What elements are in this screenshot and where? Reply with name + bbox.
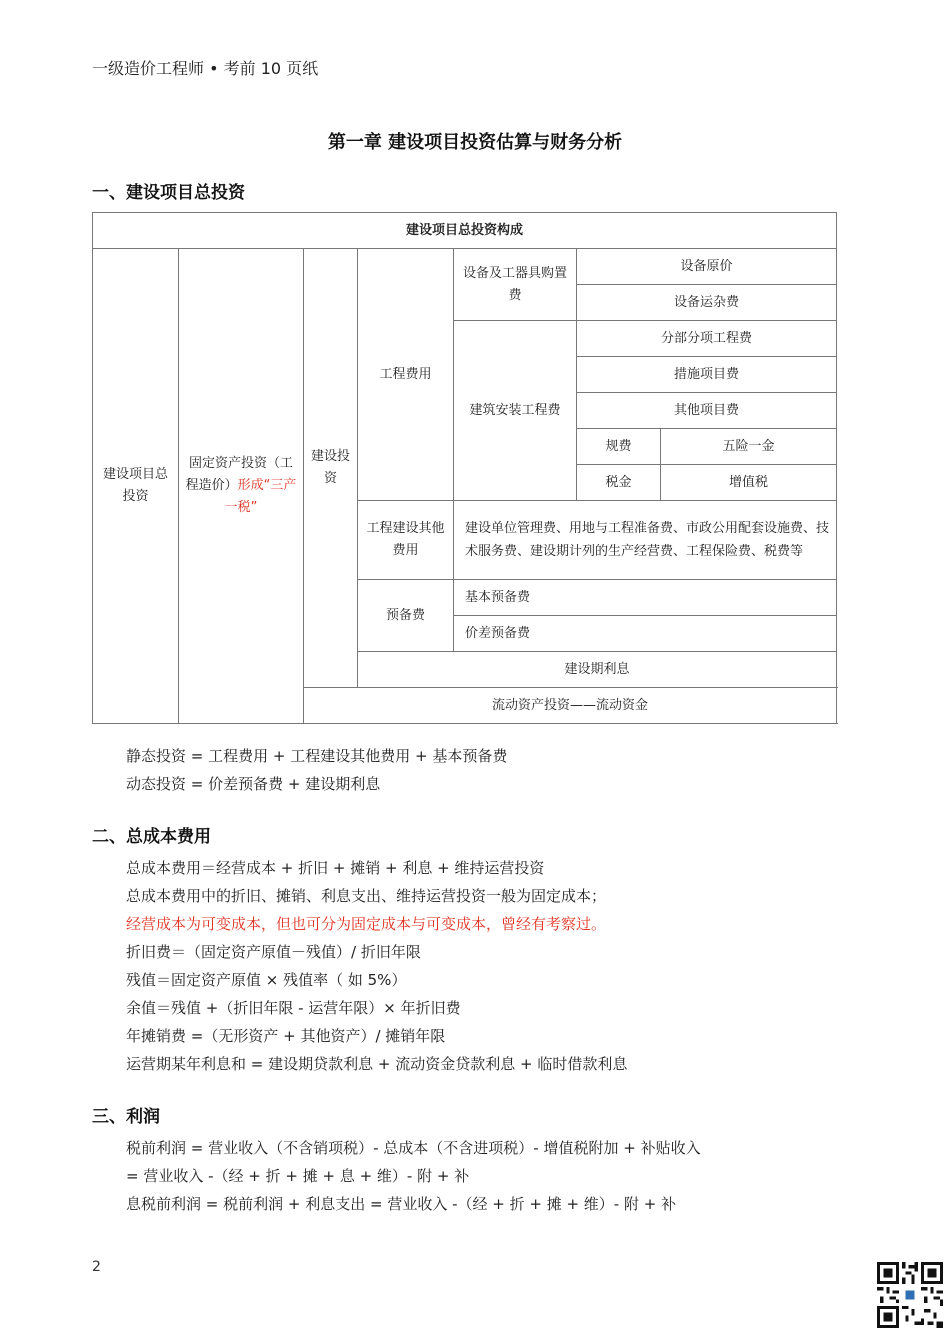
cell-measures: 措施项目费 xyxy=(577,357,837,393)
text-line: 运营期某年利息和 = 建设期贷款利息 + 流动资金贷款利息 + 临时借款利息 xyxy=(126,1055,628,1073)
text-line: 残值＝固定资产原值 × 残值率（ 如 5%） xyxy=(126,971,407,989)
cell-tax: 税金 xyxy=(577,465,661,501)
section-heading-profit: 三、利润 xyxy=(92,1107,160,1127)
text-line: 余值＝残值 +（折旧年限 - 运营年限）× 年折旧费 xyxy=(126,999,461,1017)
cell-contingency: 预备费 xyxy=(358,580,454,652)
formula-static-investment: 静态投资 = 工程费用 + 工程建设其他费用 + 基本预备费 xyxy=(126,747,508,765)
cell-regulation-fee: 规费 xyxy=(577,429,661,465)
page-header: 一级造价工程师 • 考前 10 页纸 xyxy=(92,59,319,78)
text-line: = 营业收入 -（经 + 折 + 摊 + 息 + 维）- 附 + 补 xyxy=(126,1167,470,1185)
cell-basic-contingency: 基本预备费 xyxy=(454,580,837,616)
cell-installation-cost: 建筑安装工程费 xyxy=(454,321,577,501)
cell-construction-investment: 建设投资 xyxy=(304,249,358,688)
investment-composition-table xyxy=(92,212,837,724)
formula-dynamic-investment: 动态投资 = 价差预备费 + 建设期利息 xyxy=(126,775,381,793)
cell-other-construction: 工程建设其他费用 xyxy=(358,501,454,580)
cell-fixed-asset-investment xyxy=(179,249,304,724)
fixed-asset-label: 固定资产投资（工程造价） xyxy=(185,456,293,493)
chapter-title: 第一章 建设项目投资估算与财务分析 xyxy=(327,132,623,153)
cell-engineering-cost: 工程费用 xyxy=(358,249,454,501)
cell-equipment-original: 设备原价 xyxy=(577,249,837,285)
text-line: 总成本费用＝经营成本 + 折旧 + 摊销 + 利息 + 维持运营投资 xyxy=(126,859,545,877)
cell-vat: 增值税 xyxy=(661,465,837,501)
cell-other-construction-detail: 建设单位管理费、用地与工程准备费、市政公用配套设施费、技术服务费、建设期计列的生产经营费、工程保险费、税费等 xyxy=(454,501,837,580)
cell-insurance: 五险一金 xyxy=(661,429,837,465)
table-title: 建设项目总投资构成 xyxy=(93,213,837,249)
fixed-asset-note: 形成“三产一税” xyxy=(224,478,297,515)
cell-total-investment: 建设项目总投资 xyxy=(93,249,179,724)
text-line: 年摊销费 =（无形资产 + 其他资产）/ 摊销年限 xyxy=(126,1027,446,1045)
cell-equipment-transport: 设备运杂费 xyxy=(577,285,837,321)
page-number: 2 xyxy=(92,1259,101,1275)
cell-other-items: 其他项目费 xyxy=(577,393,837,429)
text-line: 折旧费＝（固定资产原值－残值）/ 折旧年限 xyxy=(126,943,421,961)
text-line: 息税前利润 = 税前利润 + 利息支出 = 营业收入 -（经 + 折 + 摊 + 维）- 附 + 补 xyxy=(126,1195,677,1213)
cell-price-contingency: 价差预备费 xyxy=(454,616,837,652)
cell-sub-projects: 分部分项工程费 xyxy=(577,321,837,357)
text-line-highlight: 经营成本为可变成本，但也可分为固定成本与可变成本，曾经有考察过。 xyxy=(126,915,607,933)
section-heading-total-investment: 一、建设项目总投资 xyxy=(92,183,245,203)
cell-equipment-purchase: 设备及工器具购置费 xyxy=(454,249,577,321)
section-heading-total-cost: 二、总成本费用 xyxy=(92,827,211,847)
text-line: 税前利润 = 营业收入（不含销项税）- 总成本（不含进项税）- 增值税附加 + 补贴收入 xyxy=(126,1139,701,1157)
text-line: 总成本费用中的折旧、摊销、利息支出、维持运营投资一般为固定成本； xyxy=(126,887,607,905)
qr-code-icon xyxy=(877,1262,943,1328)
cell-working-capital: 流动资产投资——流动资金 xyxy=(304,688,837,724)
cell-interest: 建设期利息 xyxy=(358,652,837,688)
